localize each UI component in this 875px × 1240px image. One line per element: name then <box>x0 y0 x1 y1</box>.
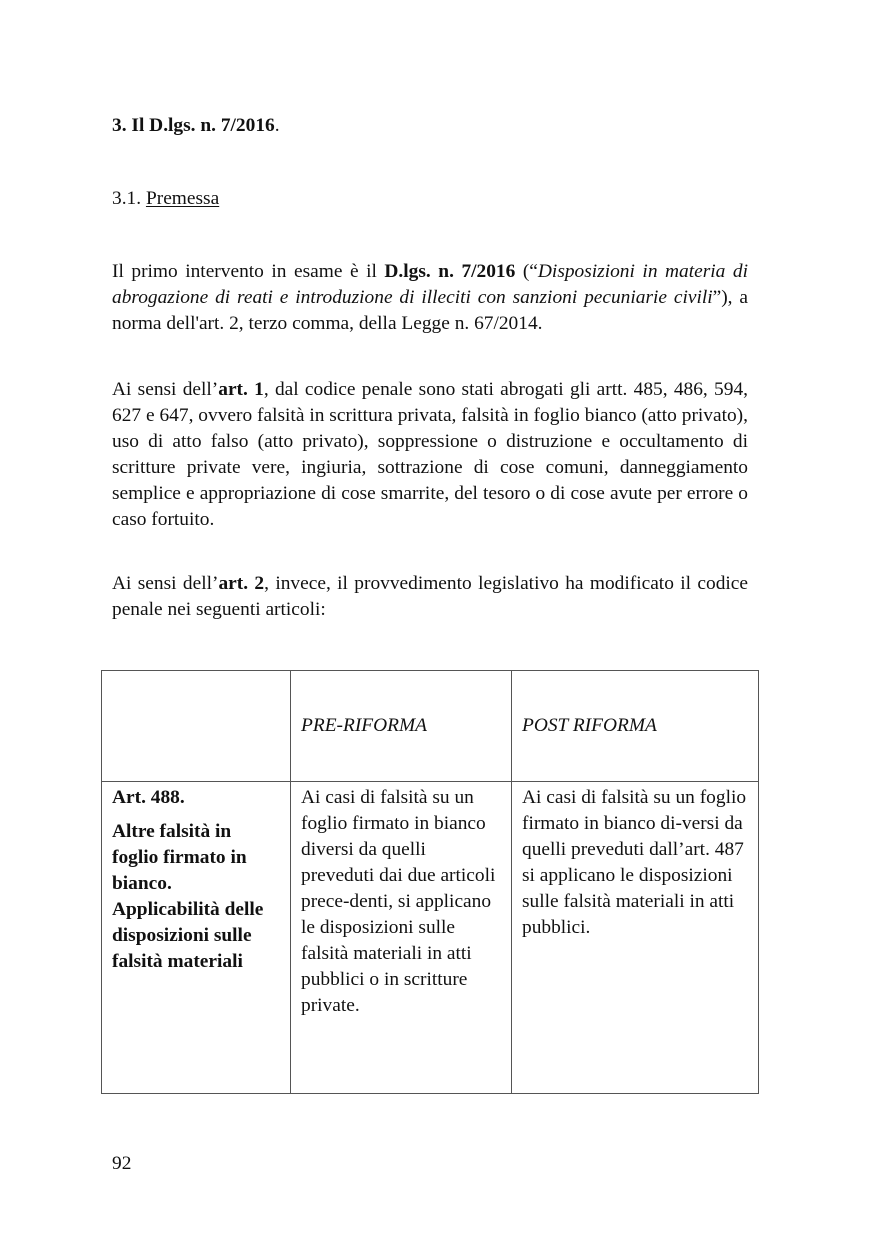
decree-title-quote: Disposizioni in materia di abrogazione di reati e introduzione di illeciti con sanzioni pecuniarie civili <box>112 261 748 308</box>
article-reference: art. 1 <box>218 379 264 400</box>
section-heading-period: . <box>274 115 280 136</box>
table-row <box>102 782 759 1094</box>
paragraph-intro <box>112 259 748 337</box>
header-cell-post-riforma: POST RIFORMA <box>512 671 759 782</box>
section-number: 3. <box>112 115 127 136</box>
decree-reference: D.lgs. n. 7/2016 <box>384 261 516 282</box>
article-reference: art. 2 <box>218 573 265 594</box>
section-heading <box>112 113 748 139</box>
article-number: Art. 488. <box>112 787 185 808</box>
subsection-heading <box>112 186 748 212</box>
cell-article <box>102 782 291 1094</box>
paragraph-art-1 <box>112 377 748 533</box>
header-cell-pre-riforma: PRE-RIFORMA <box>291 671 512 782</box>
article-title: Altre falsità in foglio firmato in bianco. Applicabilità delle disposizioni sulle falsità materiali <box>112 821 264 972</box>
section-title: Il D.lgs. n. 7/2016 <box>131 115 275 136</box>
paragraph-text: Ai sensi dell’ <box>112 379 219 400</box>
cell-post-riforma: Ai casi di falsità su un foglio firmato in bianco di-versi da quelli preveduti dall’art. 487 si applicano le disposizioni sulle falsità materiali in atti pubblici. <box>512 782 759 1094</box>
paragraph-text: Il primo intervento in esame è il <box>112 261 385 282</box>
table-header-row <box>102 671 759 782</box>
paragraph-art-2 <box>112 571 748 623</box>
cell-pre-riforma: Ai casi di falsità su un foglio firmato in bianco diversi da quelli preveduti dai due articoli prece-denti, si applicano le disposizioni sulle falsità materiali in atti pubblici o in scritture private. <box>291 782 512 1094</box>
paragraph-text: ”), a norma dell'art. 2, terzo comma, della Legge n. 67/2014. <box>112 287 748 334</box>
subsection-title: Premessa <box>145 188 220 209</box>
paragraph-text: (“ <box>515 261 538 282</box>
header-cell-article <box>102 671 291 782</box>
reform-comparison-table <box>101 670 759 1094</box>
paragraph-text: , dal codice penale sono stati abrogati gli artt. 485, 486, 594, 627 e 647, ovvero falsità in scrittura privata, falsità in foglio bianco (atto privato), uso di atto falso (atto privato), soppressione o distruzione e occultamento di scritture private vere, ingiuria, sottrazione di cose comuni, danneggiamento semplice e appropriazione di cose smarrite, del tesoro o di cose avute per errore o caso fortuito. <box>112 379 748 530</box>
page-number: 92 <box>112 1153 132 1174</box>
paragraph-text: , invece, il provvedimento legislativo ha modificato il codice penale nei seguenti articoli: <box>112 573 748 620</box>
paragraph-text: Ai sensi dell’ <box>112 573 219 594</box>
subsection-number: 3.1. <box>112 188 142 209</box>
